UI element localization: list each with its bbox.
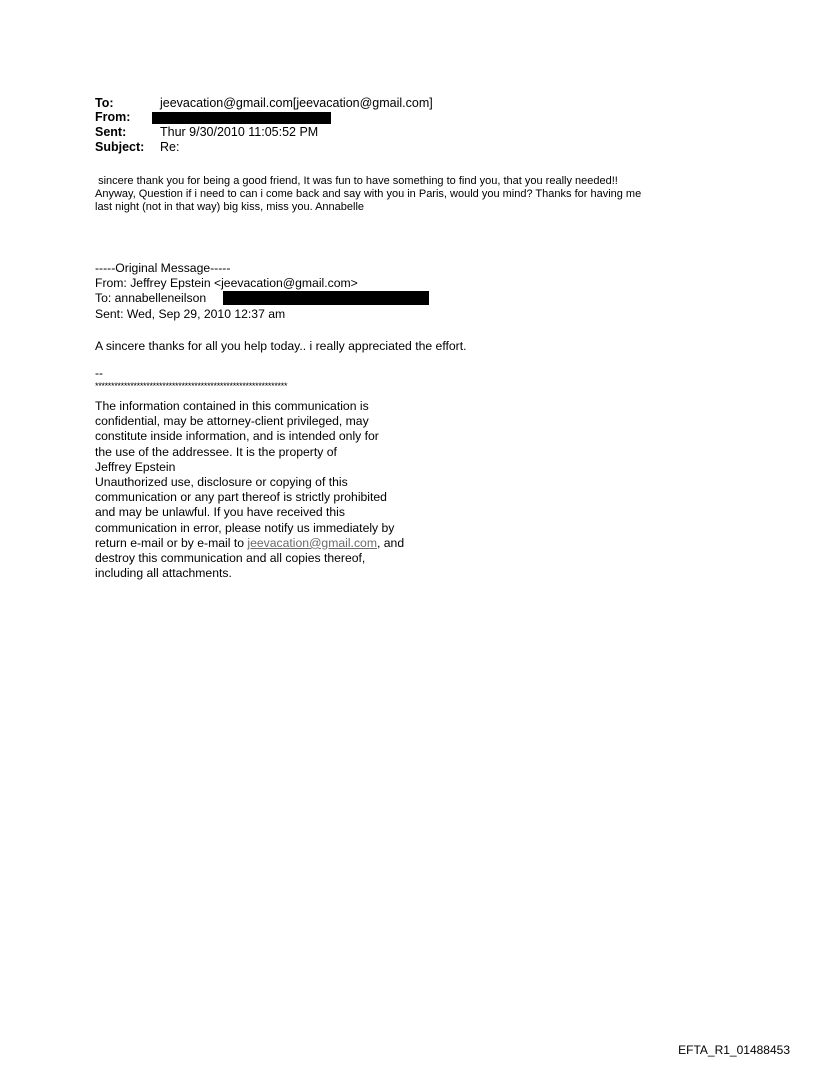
email-link[interactable]: jeevacation@gmail.com	[247, 535, 377, 550]
disclaimer-pre-link: return e-mail or by e-mail to	[95, 535, 248, 550]
from-label: From:	[95, 110, 131, 124]
original-sent: Sent: Wed, Sep 29, 2010 12:37 am	[95, 307, 286, 321]
original-to: To: annabelleneilson	[95, 291, 207, 305]
signature-stars: ************************************************************	[95, 381, 288, 391]
original-separator: -----Original Message-----	[95, 261, 231, 275]
disclaimer-line: The information contained in this communication is	[95, 399, 369, 413]
disclaimer-line: destroy this communication and all copies thereof,	[95, 551, 366, 566]
disclaimer	[95, 399, 404, 581]
message-body: sincere thank you for being a good friend, It was fun to have something to find you, that you really needed!! Anyway, Question if i need to can i come back and say with you in Paris, would you mind? Thanks for having me last night (not in that way) big kiss, miss you. Annabelle	[95, 175, 642, 213]
subject-value: Re:	[160, 140, 180, 154]
disclaimer-post-link: , and	[376, 535, 405, 550]
original-from: From: Jeffrey Epstein <jeevacation@gmail.com>	[95, 276, 358, 290]
disclaimer-line: communication or any part thereof is strictly prohibited	[95, 490, 387, 505]
disclaimer-line: including all attachments.	[95, 566, 232, 581]
disclaimer-line: Jeffrey Epstein	[95, 459, 176, 474]
disclaimer-line: constitute inside information, and is intended only for	[95, 429, 379, 444]
disclaimer-line: communication in error, please notify us immediately by	[95, 520, 395, 535]
original-body: A sincere thanks for all you help today.. i really appreciated the effort.	[95, 339, 467, 353]
to-label: To:	[95, 96, 114, 110]
disclaimer-link-line	[95, 536, 404, 551]
subject-label: Subject:	[95, 140, 145, 154]
disclaimer-line: the use of the addressee. It is the property of	[95, 444, 337, 459]
to-value: jeevacation@gmail.com[jeevacation@gmail.com]	[160, 96, 433, 110]
sent-value: Thur 9/30/2010 11:05:52 PM	[160, 125, 319, 139]
to-redaction	[223, 291, 429, 305]
signature-dashes: --	[95, 366, 103, 380]
disclaimer-line: confidential, may be attorney-client privileged, may	[95, 414, 369, 429]
disclaimer-line: Unauthorized use, disclosure or copying of this	[95, 475, 348, 490]
document-id: EFTA_R1_01488453	[678, 1043, 790, 1057]
sent-label: Sent:	[95, 125, 127, 139]
from-redaction	[152, 112, 331, 124]
disclaimer-line: and may be unlawful. If you have received this	[95, 505, 345, 520]
